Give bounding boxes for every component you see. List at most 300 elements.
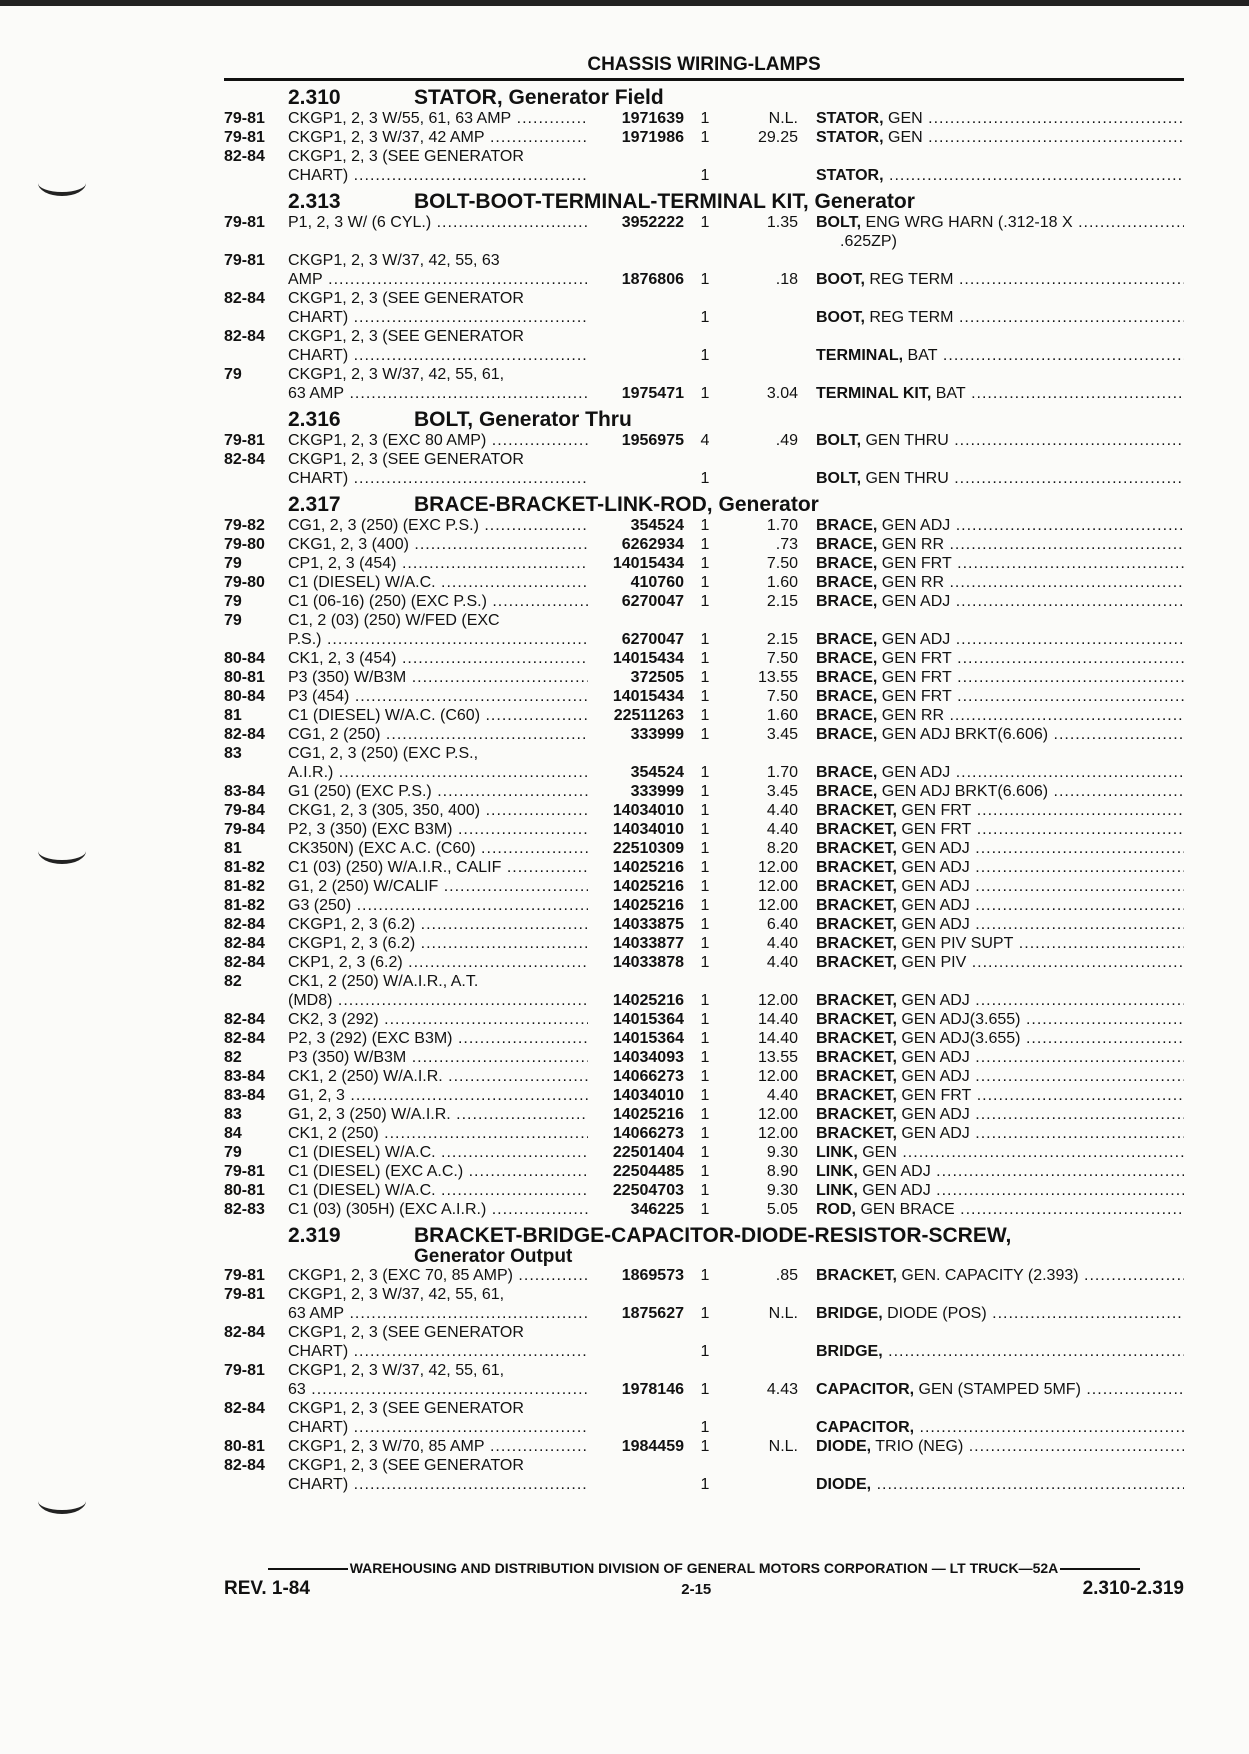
part-number: 14015434: [612, 650, 684, 667]
price: 4.40: [766, 802, 798, 819]
quantity: 1: [700, 859, 710, 876]
table-row: [224, 516, 1184, 535]
table-row: [224, 1048, 1184, 1067]
model-years: [224, 346, 288, 365]
application: C1 (DIESEL) W/A.C. (C60) .....: [288, 706, 588, 725]
application: CG1, 2, 3 (250) (EXC P.S.,: [288, 745, 479, 762]
quantity: 4: [700, 432, 710, 449]
item-detail: DIODE (POS): [882, 1305, 987, 1322]
table-row: [224, 687, 1184, 706]
application: G1, 2, 3 (250) W/A.I.R. .....: [288, 1105, 588, 1124]
quantity: 1: [700, 1305, 710, 1322]
quantity: 1: [700, 688, 710, 705]
quantity: 1: [700, 631, 710, 648]
price: 7.50: [766, 688, 798, 705]
table-row: [224, 1285, 1184, 1304]
table-row: [224, 668, 1184, 687]
application: P3 (350) W/B3M .....: [288, 668, 588, 687]
item-detail: GEN FRT: [877, 555, 952, 572]
part-number: 14034010: [612, 802, 684, 819]
section-heading: [224, 191, 1184, 213]
application: C1 (03) (305H) (EXC A.I.R.) .....: [288, 1200, 588, 1219]
quantity: 1: [700, 470, 710, 487]
table-row: [224, 251, 1184, 270]
item-description: [816, 573, 1184, 592]
part-number: 14034093: [612, 1049, 684, 1066]
model-years: [224, 232, 288, 251]
application: CKG1, 2, 3 (305, 350, 400) .....: [288, 801, 588, 820]
quantity: [690, 450, 720, 469]
quantity: 1: [700, 1182, 710, 1199]
item-description: [816, 1029, 1184, 1048]
section-title: [414, 494, 1184, 516]
item-description: [816, 1010, 1184, 1029]
price: 4.40: [766, 954, 798, 971]
part-number: [588, 308, 690, 327]
section-title-text: BRACKET-BRIDGE-CAPACITOR-DIODE-RESISTOR-SCREW,: [414, 1224, 1012, 1247]
quantity: 1: [700, 1267, 710, 1284]
item-detail: GEN ADJ(3.655): [896, 1030, 1021, 1047]
price: [720, 972, 816, 991]
item-description: [816, 630, 1184, 649]
quantity: 1: [700, 1419, 710, 1436]
part-number: [588, 469, 690, 488]
quantity: 1: [700, 935, 710, 952]
item-detail: GEN ADJ: [896, 1125, 970, 1142]
table-row: [224, 1029, 1184, 1048]
section-title: [414, 1225, 1184, 1266]
item-name: BRACKET,: [816, 1087, 897, 1104]
item-detail: GEN ADJ: [896, 878, 970, 895]
model-years: 79: [224, 1144, 242, 1161]
quantity: 1: [700, 897, 710, 914]
model-years: 79-81: [224, 1362, 265, 1379]
price: [720, 147, 816, 166]
item-detail: GEN PIV: [896, 954, 967, 971]
part-number: 6270047: [621, 631, 684, 648]
item-name: STATOR,: [816, 110, 884, 127]
price: 12.00: [757, 1125, 798, 1142]
application: P.S.) .....: [288, 630, 588, 649]
model-years: 82-83: [224, 1201, 265, 1218]
model-years: [224, 630, 288, 649]
application: CKGP1, 2, 3 (SEE GENERATOR: [288, 328, 524, 345]
table-row: [224, 763, 1184, 782]
application: P2, 3 (292) (EXC B3M) .....: [288, 1029, 588, 1048]
application: C1 (DIESEL) W/A.C. .....: [288, 573, 588, 592]
table-row: [224, 725, 1184, 744]
table-row: [224, 365, 1184, 384]
item-detail: GEN FRT: [896, 1087, 972, 1104]
application: CKGP1, 2, 3 W/37, 42, 55, 61,: [288, 366, 505, 383]
price: 3.45: [766, 783, 798, 800]
top-border: [0, 0, 1249, 6]
table-row: [224, 346, 1184, 365]
item-name: BRACKET,: [816, 1106, 897, 1123]
footer-row: [224, 1578, 1184, 1600]
quantity: [690, 1285, 720, 1304]
part-number: [588, 1361, 690, 1380]
application: CG1, 2 (250) .....: [288, 725, 588, 744]
quantity: [690, 1323, 720, 1342]
table-row: [224, 839, 1184, 858]
item-detail: GEN BRACE: [856, 1201, 955, 1218]
application: C1, 2 (03) (250) W/FED (EXC: [288, 612, 500, 629]
item-name: BRACKET,: [816, 1011, 897, 1028]
model-years: 79-81: [224, 432, 265, 449]
item-name: BRACKET,: [816, 897, 897, 914]
part-number: 354524: [630, 764, 684, 781]
part-number: [588, 1342, 690, 1361]
item-name: DIODE,: [816, 1438, 872, 1455]
quantity: 1: [700, 802, 710, 819]
price: 12.00: [757, 878, 798, 895]
model-years: 82-84: [224, 954, 265, 971]
part-number: [588, 289, 690, 308]
price: 13.55: [757, 1049, 798, 1066]
application: G1, 2 (250) W/CALIF .....: [288, 877, 588, 896]
table-row: [224, 1361, 1184, 1380]
binder-hole-mark: [38, 838, 86, 864]
table-row: [224, 213, 1184, 232]
quantity: 1: [700, 764, 710, 781]
item-description: [816, 725, 1184, 744]
model-years: 79-81: [224, 1163, 265, 1180]
item-description: [816, 1124, 1184, 1143]
application: CKG1, 2, 3 (400) .....: [288, 535, 588, 554]
section-title-text: BRACE-BRACKET-LINK-ROD, Generator: [414, 493, 819, 516]
item-name: BRACKET,: [816, 992, 897, 1009]
item-detail: GEN ADJ: [857, 1163, 931, 1180]
table-row: [224, 554, 1184, 573]
application: CKGP1, 2, 3 (SEE GENERATOR: [288, 290, 524, 307]
price: [720, 365, 816, 384]
item-detail: GEN ADJ: [877, 764, 951, 781]
model-years: 81: [224, 707, 242, 724]
model-years: 79-81: [224, 129, 265, 146]
price: 14.40: [757, 1030, 798, 1047]
section-title-text: BOLT-BOOT-TERMINAL-TERMINAL KIT, Generator: [414, 190, 915, 213]
quantity: [690, 1399, 720, 1418]
quantity: 1: [700, 1163, 710, 1180]
application: CK2, 3 (292) .....: [288, 1010, 588, 1029]
quantity: 1: [700, 669, 710, 686]
item-description: [816, 1323, 1184, 1342]
quantity: 1: [700, 821, 710, 838]
quantity: 1: [700, 214, 710, 231]
part-number: 14034010: [612, 1087, 684, 1104]
model-years: 80-81: [224, 1182, 265, 1199]
application: CKGP1, 2, 3 (SEE GENERATOR: [288, 1457, 524, 1474]
item-description: [816, 953, 1184, 972]
part-number: [588, 1475, 690, 1494]
section-heading: [224, 87, 1184, 109]
item-name: BRACE,: [816, 688, 878, 705]
table-row: [224, 166, 1184, 185]
table-row: [224, 820, 1184, 839]
item-description: [816, 1162, 1184, 1181]
quantity: 1: [700, 878, 710, 895]
price: .49: [775, 432, 798, 449]
price: N.L.: [768, 1305, 798, 1322]
part-number: 354524: [630, 517, 684, 534]
table-row: [224, 431, 1184, 450]
price: .85: [775, 1267, 798, 1284]
table-row: [224, 535, 1184, 554]
model-years: 81-82: [224, 878, 265, 895]
model-years: 82-84: [224, 1011, 265, 1028]
table-row: [224, 450, 1184, 469]
item-name: BRACE,: [816, 517, 878, 534]
price: 1.70: [766, 517, 798, 534]
part-number: 14025216: [612, 878, 684, 895]
quantity: 1: [700, 385, 710, 402]
item-name: BOOT,: [816, 271, 865, 288]
footer-publisher: WAREHOUSING AND DISTRIBUTION DIVISION OF GENERAL MOTORS CORPORATION — LT TRUCK—52A: [224, 1560, 1184, 1576]
application: P2, 3 (350) (EXC B3M) .....: [288, 820, 588, 839]
quantity: 1: [700, 707, 710, 724]
price: [720, 611, 816, 630]
price: 2.15: [766, 631, 798, 648]
model-years: [224, 166, 288, 185]
table-row: [224, 1418, 1184, 1437]
item-detail: GEN RR: [877, 707, 945, 724]
item-description: [816, 1285, 1184, 1304]
table-row: [224, 1342, 1184, 1361]
catalog-page: [224, 54, 1184, 1494]
item-name: BRACE,: [816, 650, 878, 667]
item-description: [816, 109, 1184, 128]
item-detail: GEN ADJ: [896, 992, 970, 1009]
quantity: 1: [700, 1030, 710, 1047]
application: CKGP1, 2, 3 (6.2) .....: [288, 915, 588, 934]
application: (MD8) .....: [288, 991, 588, 1010]
model-years: [224, 384, 288, 403]
item-name: BRACE,: [816, 593, 878, 610]
price: [720, 1456, 816, 1475]
item-description: [816, 270, 1184, 289]
quantity: 1: [700, 555, 710, 572]
application: 63 .....: [288, 1380, 588, 1399]
model-years: 79: [224, 612, 242, 629]
item-description: [816, 1266, 1184, 1285]
item-name: BOLT,: [816, 470, 862, 487]
model-years: 82-84: [224, 328, 265, 345]
item-description: [816, 232, 1184, 251]
item-detail: GEN ADJ(3.655): [896, 1011, 1021, 1028]
price: 3.45: [766, 726, 798, 743]
item-description: [816, 782, 1184, 801]
application: A.I.R.) .....: [288, 763, 588, 782]
quantity: 1: [700, 992, 710, 1009]
model-years: 79-84: [224, 821, 265, 838]
item-description: [816, 1067, 1184, 1086]
price: [720, 1475, 816, 1494]
quantity: 1: [700, 1381, 710, 1398]
model-years: 79-81: [224, 1267, 265, 1284]
table-row: [224, 270, 1184, 289]
application: CHART) .....: [288, 1475, 588, 1494]
price: 5.05: [766, 1201, 798, 1218]
model-years: 82-84: [224, 1457, 265, 1474]
application: P1, 2, 3 W/ (6 CYL.) .....: [288, 213, 588, 232]
quantity: 1: [700, 536, 710, 553]
price: 12.00: [757, 1068, 798, 1085]
quantity: [690, 1456, 720, 1475]
part-number: [588, 147, 690, 166]
section-number: 2.313: [288, 190, 341, 213]
table-row: [224, 232, 1184, 251]
item-description: [816, 1342, 1184, 1361]
quantity: 1: [700, 1343, 710, 1360]
header-rule: [224, 78, 1184, 81]
item-name: TERMINAL,: [816, 347, 904, 364]
item-name: BRACKET,: [816, 935, 897, 952]
table-row: [224, 896, 1184, 915]
item-detail: GEN ADJ: [857, 1182, 931, 1199]
table-row: [224, 1143, 1184, 1162]
table-row: [224, 877, 1184, 896]
part-number: 14015434: [612, 688, 684, 705]
part-number: [588, 611, 690, 630]
price: 8.20: [766, 840, 798, 857]
item-name: BRACKET,: [816, 878, 897, 895]
table-row: [224, 109, 1184, 128]
model-years: [224, 308, 288, 327]
item-name: BRACE,: [816, 726, 878, 743]
application: C1 (DIESEL) W/A.C. .....: [288, 1181, 588, 1200]
item-description: [816, 934, 1184, 953]
item-detail: GEN ADJ BRKT(6.606): [877, 726, 1049, 743]
application: CHART) .....: [288, 346, 588, 365]
item-name: BRACKET,: [816, 1049, 897, 1066]
item-detail: GEN ADJ: [896, 897, 970, 914]
quantity: 1: [700, 593, 710, 610]
model-years: 81-82: [224, 859, 265, 876]
section-title-text: STATOR, Generator Field: [414, 86, 664, 109]
price: 1.35: [766, 214, 798, 231]
quantity: 1: [700, 840, 710, 857]
model-years: 82-84: [224, 935, 265, 952]
item-name: BOOT,: [816, 309, 865, 326]
item-name: ROD,: [816, 1201, 856, 1218]
part-number: 14033875: [612, 916, 684, 933]
part-number: [588, 365, 690, 384]
item-name: BRACKET,: [816, 840, 897, 857]
model-years: 82-84: [224, 1324, 265, 1341]
price: [720, 1323, 816, 1342]
quantity: 1: [700, 309, 710, 326]
application: CKGP1, 2, 3 W/37, 42, 55, 63: [288, 252, 500, 269]
page-header: CHASSIS WIRING-LAMPS: [587, 54, 821, 75]
model-years: 84: [224, 1125, 242, 1142]
quantity: [690, 327, 720, 346]
application: CHART) .....: [288, 1418, 588, 1437]
item-description: [816, 1304, 1184, 1323]
quantity: 1: [700, 110, 710, 127]
table-row: [224, 327, 1184, 346]
quantity: 1: [700, 347, 710, 364]
model-years: 82-84: [224, 916, 265, 933]
table-row: [224, 1162, 1184, 1181]
quantity: [690, 251, 720, 270]
application: CHART) .....: [288, 469, 588, 488]
table-row: [224, 573, 1184, 592]
model-years: 79-81: [224, 252, 265, 269]
part-number: 14066273: [612, 1125, 684, 1142]
model-years: 83: [224, 1106, 242, 1123]
price: [720, 308, 816, 327]
table-row: [224, 1181, 1184, 1200]
price: 1.60: [766, 574, 798, 591]
item-name: DIODE,: [816, 1476, 872, 1493]
item-description: [816, 1361, 1184, 1380]
part-number: 22510309: [612, 840, 684, 857]
item-name: BRACKET,: [816, 1030, 897, 1047]
parts-list: [224, 87, 1184, 1494]
application: CKP1, 2, 3 (6.2) .....: [288, 953, 588, 972]
item-description: [816, 1181, 1184, 1200]
item-name: BOLT,: [816, 432, 862, 449]
price: [720, 166, 816, 185]
item-detail: BAT: [931, 385, 966, 402]
application: CP1, 2, 3 (454) .....: [288, 554, 588, 573]
price: 12.00: [757, 1106, 798, 1123]
application: G3 (250) .....: [288, 896, 588, 915]
item-description: [816, 858, 1184, 877]
price: [720, 251, 816, 270]
item-detail: GEN THRU: [861, 432, 949, 449]
table-row: [224, 1380, 1184, 1399]
item-detail: GEN ADJ: [877, 593, 951, 610]
price: [720, 289, 816, 308]
model-years: 82: [224, 973, 242, 990]
model-years: 79-84: [224, 802, 265, 819]
part-number: 372505: [630, 669, 684, 686]
part-number: 333999: [630, 783, 684, 800]
quantity: 1: [700, 954, 710, 971]
item-description: [816, 1105, 1184, 1124]
item-name: BRACE,: [816, 574, 878, 591]
part-number: 1971986: [621, 129, 684, 146]
price: [720, 1399, 816, 1418]
part-number: [588, 450, 690, 469]
item-description: [816, 706, 1184, 725]
application: C1 (DIESEL) (EXC A.C.) .....: [288, 1162, 588, 1181]
part-number: 3952222: [621, 214, 684, 231]
item-detail: GEN FRT: [877, 650, 952, 667]
application: CHART) .....: [288, 166, 588, 185]
item-description: [816, 166, 1184, 185]
application: CKGP1, 2, 3 (SEE GENERATOR: [288, 1400, 524, 1417]
item-description: [816, 213, 1184, 232]
item-detail: GEN ADJ: [896, 1068, 970, 1085]
application: 63 AMP .....: [288, 1304, 588, 1323]
table-row: [224, 1399, 1184, 1418]
table-row: [224, 706, 1184, 725]
table-row: [224, 308, 1184, 327]
part-number: 1956975: [621, 432, 684, 449]
table-row: [224, 972, 1184, 991]
item-description: [816, 896, 1184, 915]
item-detail: GEN ADJ: [877, 631, 951, 648]
item-description: [816, 1399, 1184, 1418]
quantity: 1: [700, 783, 710, 800]
price: 1.70: [766, 764, 798, 781]
item-name: BRACE,: [816, 764, 878, 781]
price: 7.50: [766, 650, 798, 667]
quantity: 1: [700, 574, 710, 591]
